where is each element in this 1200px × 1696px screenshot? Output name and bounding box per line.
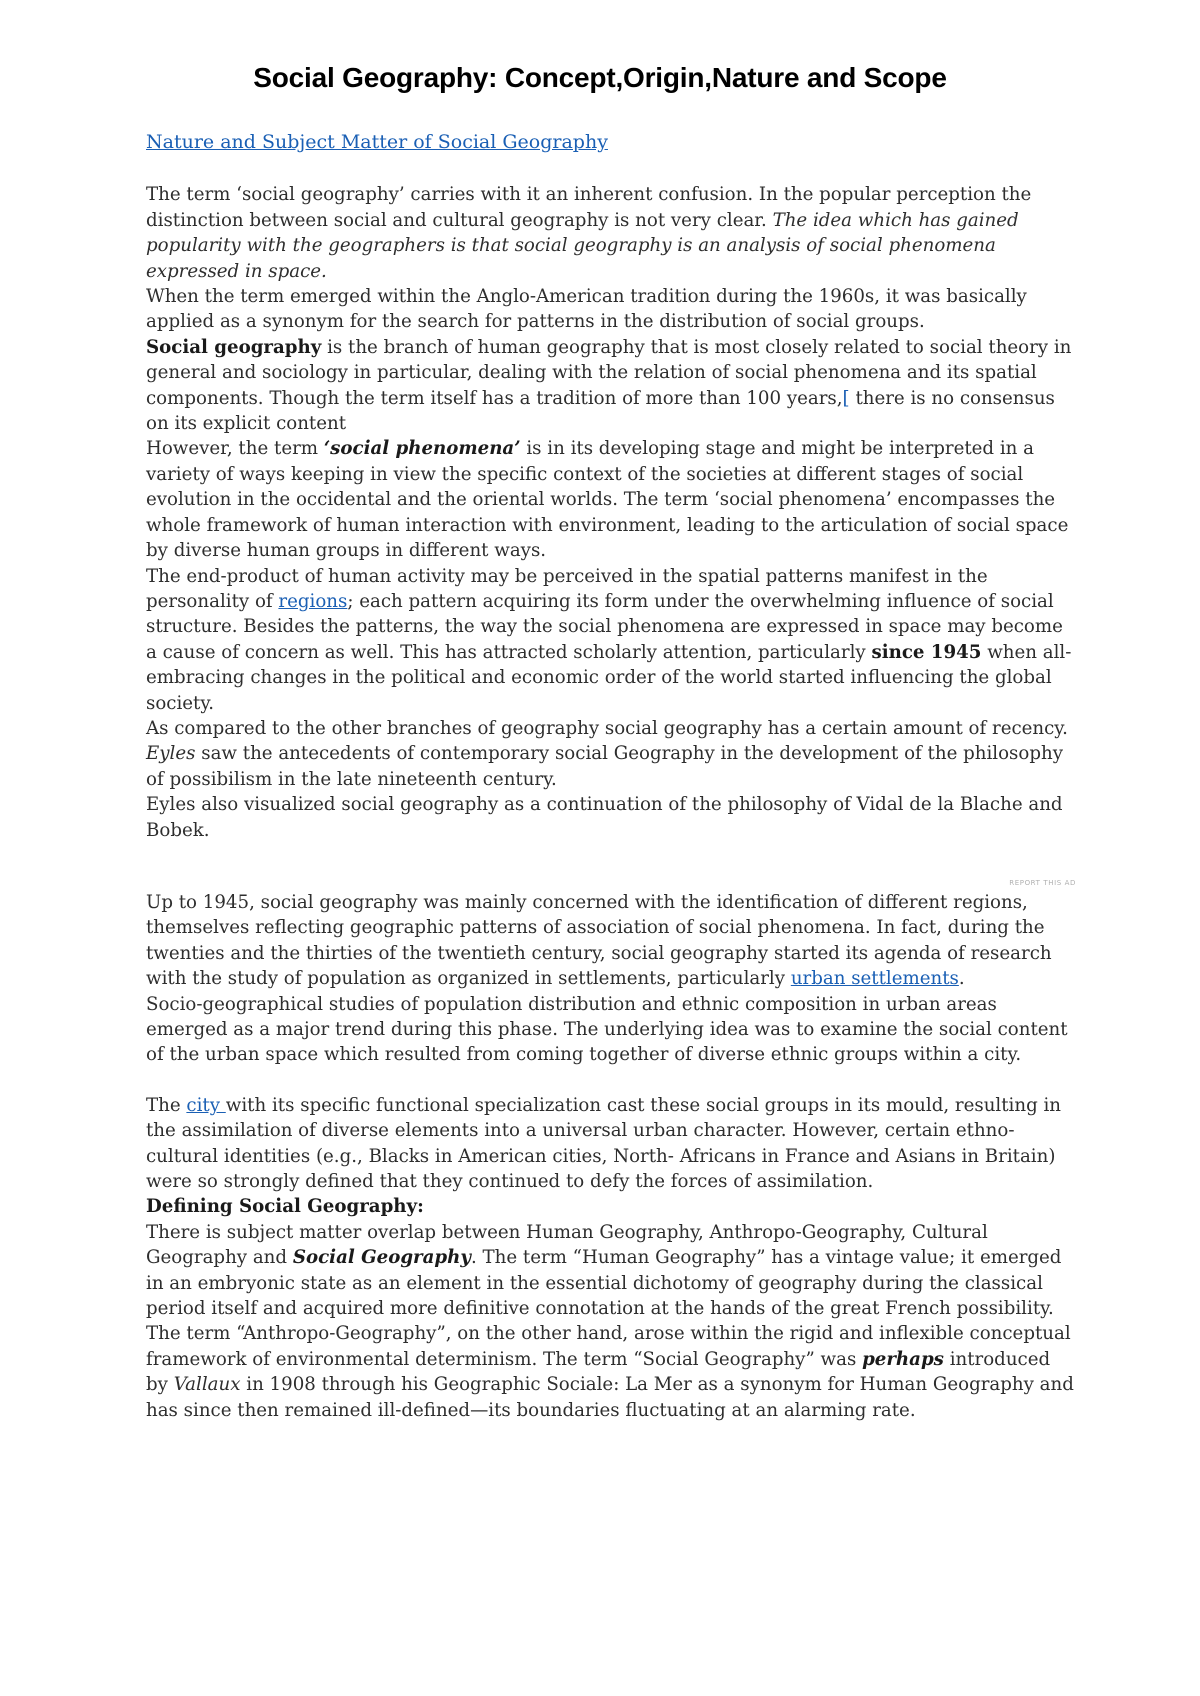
footnote-link[interactable]: [ — [842, 387, 850, 409]
spacer — [146, 843, 1076, 870]
paragraph-recency — [146, 716, 1076, 792]
end-product-text-b: ; each pattern acquiring its form under the overwhelming influence of social structure. Besides the patterns, the way the social phenomena are expressed in space may become a cause of concern as well. This has attracted scholarly attention, particularly — [146, 590, 1063, 663]
social-phenomena-text-a: However, the term — [146, 438, 324, 460]
end-product-text-a: The end-product of human activity may be perceived in the spatial patterns manifest in the personality of — [146, 565, 988, 612]
end-product-text-c: when all-embracing changes in the political and economic order of the world started influencing the global society. — [146, 641, 1072, 714]
subheading-defining-social-geography: Defining Social Geography: — [146, 1196, 424, 1218]
term-social-geography: Social geography — [146, 336, 322, 358]
anthropo-text-a: The term “Anthropo-Geography”, on the other hand, arose within the rigid and inflexible conceptual framework of environmental determinism. The term “Social Geography” was — [146, 1323, 1071, 1370]
term-perhaps: perhaps — [862, 1348, 944, 1370]
city-text-a: The — [146, 1094, 187, 1116]
paragraph-up-to-1945 — [146, 890, 1076, 992]
social-phenomena-text-b: is in its developing stage and might be interpreted in a variety of ways keeping in view the specific context of the societies at different stages of social evolution in the occidental and the oriental worlds. The term ‘social phenomena’ encompasses the whole framework of human interaction with environment, leading to the articulation of social space by diverse human groups in different ways. — [146, 438, 1069, 562]
spacer — [146, 1068, 1076, 1093]
anthropo-text-c: in 1908 through his Geographic Sociale: La Mer as a synonym for Human Geography and has since then remained ill-defined—its boundaries fluctuating at an alarming rate. — [146, 1374, 1074, 1421]
document-title: Social Geography: Concept,Origin,Nature and Scope — [253, 62, 947, 93]
paragraph-eyles: Eyles also visualized social geography as a continuation of the philosophy of Vidal de la Blache and Bobek. — [146, 794, 1063, 841]
paragraph-anglo-american: When the term emerged within the Anglo-American tradition during the 1960s, it was basically applied as a synonym for the search for patterns in the distribution of social groups. — [146, 286, 1027, 333]
section-heading-link[interactable]: Nature and Subject Matter of Social Geography — [146, 131, 608, 153]
city-link[interactable]: city — [186, 1094, 226, 1116]
paragraph-intro-text: The term ‘social geography’ carries with it an inherent confusion. In the popular perception the distinction between social and cultural geography is not very clear. — [146, 184, 1032, 231]
definition-text: is the branch of human geography that is most closely related to social theory in general and sociology in particular, dealing with the relation of social phenomena and its spatial components. Though the term itself has a tradition of more than 100 years, — [146, 336, 1072, 409]
regions-link[interactable]: regions — [278, 590, 348, 612]
recency-text-b: saw the antecedents of contemporary social Geography in the development of the philosophy of possibilism in the late nineteenth century. — [146, 743, 1063, 790]
overlap-text-a: There is subject matter overlap between Human Geography, Anthropo-Geography, Cultural Geography and — [146, 1221, 988, 1269]
paragraph-social-phenomena — [146, 436, 1076, 563]
paragraph-anthropo-geography — [146, 1321, 1076, 1423]
report-ad-link[interactable]: REPORT THIS AD — [1009, 878, 1076, 887]
author-vallaux: Vallaux — [173, 1374, 241, 1396]
term-social-geography-italic: Social Geography — [292, 1247, 471, 1269]
anthropo-text-b: introduced by — [146, 1348, 1051, 1396]
paragraph-socio-geographical: Socio-geographical studies of population distribution and ethnic composition in urban areas emerged as a major trend during this phase. The underlying idea was to examine the social content of the urban space which resulted from coming together of diverse ethnic groups within a city. — [146, 993, 1068, 1066]
recency-text-a: As compared to the other branches of geography social geography has a certain amount of recency. — [146, 717, 1068, 739]
up-to-1945-text-a: Up to 1945, social geography was mainly concerned with the identification of different regions, themselves reflecting geographic patterns of association of social phenomena. In fact, during the twenties and the thirties of the twentieth century, social geography started its agenda of research with the study of population as organized in settlements, particularly — [146, 891, 1052, 990]
urban-settlements-link[interactable]: urban settlements — [790, 968, 959, 990]
paragraph-intro — [146, 182, 1076, 284]
up-to-1945-text-b: . — [958, 968, 965, 990]
author-eyles: Eyles — [146, 743, 196, 765]
paragraph-end-product — [146, 564, 1076, 716]
term-social-phenomena: ‘social phenomena’ — [323, 438, 521, 460]
city-text-b: with its specific functional specialization cast these social groups in its mould, resulting in the assimilation of diverse elements into a universal urban character. However, certain ethno-cultural identities (e.g., Blacks in American cities, North- Africans in France and Asians in Britain) were so strongly defined that they continued to defy the forces of assimilation. — [146, 1094, 1062, 1193]
paragraph-city — [146, 1093, 1076, 1195]
overlap-text-b: . The term “Human Geography” has a vintage value; it emerged in an embryonic state as an element in the essential dichotomy of geography during the classical period itself and acquired more definitive connotation at the hands of the great French possibility. — [146, 1247, 1062, 1320]
paragraph-social-geography-definition — [146, 335, 1076, 437]
document-body — [146, 130, 1076, 1423]
term-since-1945: since 1945 — [871, 641, 982, 663]
paragraph-subject-overlap — [146, 1220, 1076, 1322]
paragraph-intro-italic: The idea which has gained popularity with the geographers is that social geography is an analysis of social phenomena expressed in space. — [146, 209, 1019, 282]
definition-text-end: there is no consensus on its explicit content — [146, 387, 1055, 435]
